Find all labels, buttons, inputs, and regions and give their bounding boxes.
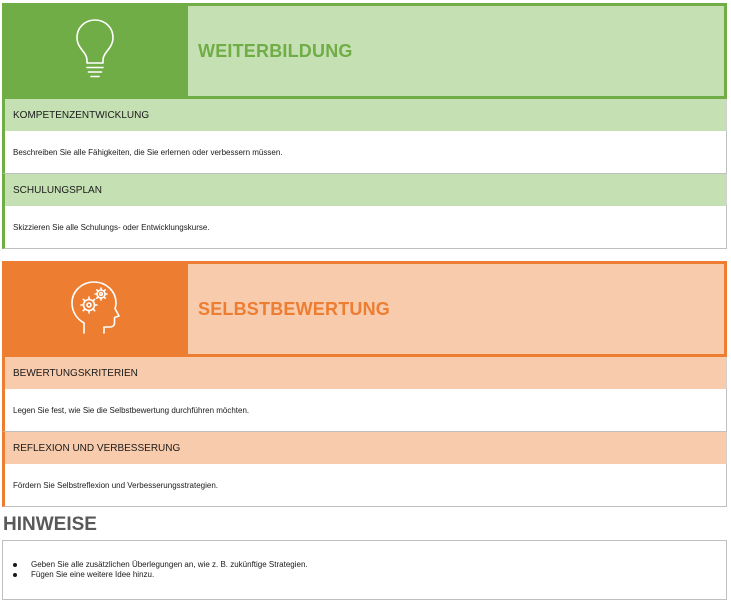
section-selbstbewertung bbox=[2, 261, 727, 507]
notes-title: HINWEISE bbox=[3, 514, 97, 535]
row-label-bewertungskriterien: BEWERTUNGSKRITERIEN bbox=[2, 357, 727, 389]
title-panel bbox=[188, 261, 727, 357]
row-text-schulungsplan[interactable]: Skizzieren Sie alle Schulungs- oder Entwicklungskurse. bbox=[2, 206, 727, 249]
title-panel bbox=[188, 3, 727, 99]
row-label-reflexion: REFLEXION UND VERBESSERUNG bbox=[2, 432, 727, 464]
notes-item[interactable]: Fügen Sie eine weitere Idee hinzu. bbox=[31, 570, 726, 580]
notes-list bbox=[3, 541, 726, 580]
row-label-schulungsplan: SCHULUNGSPLAN bbox=[2, 174, 727, 206]
icon-panel bbox=[2, 261, 188, 357]
row-text-reflexion[interactable]: Fördern Sie Selbstreflexion und Verbesserungsstrategien. bbox=[2, 464, 727, 507]
notes-item[interactable]: Geben Sie alle zusätzlichen Überlegungen an, wie z. B. zukünftige Strategien. bbox=[31, 560, 726, 570]
lightbulb-icon bbox=[75, 18, 115, 85]
row-text-kompetenzentwicklung[interactable]: Beschreiben Sie alle Fähigkeiten, die Sie erlernen oder verbessern müssen. bbox=[2, 131, 727, 174]
section-title: WEITERBILDUNG bbox=[198, 40, 353, 61]
head-gears-icon bbox=[69, 279, 121, 340]
section-weiterbildung bbox=[2, 3, 727, 249]
section-header bbox=[2, 3, 727, 99]
icon-panel bbox=[2, 3, 188, 99]
section-header bbox=[2, 261, 727, 357]
notes-box[interactable] bbox=[2, 540, 727, 600]
section-title: SELBSTBEWERTUNG bbox=[198, 298, 390, 319]
row-text-bewertungskriterien[interactable]: Legen Sie fest, wie Sie die Selbstbewertung durchführen möchten. bbox=[2, 389, 727, 432]
row-label-kompetenzentwicklung: KOMPETENZENTWICKLUNG bbox=[2, 99, 727, 131]
